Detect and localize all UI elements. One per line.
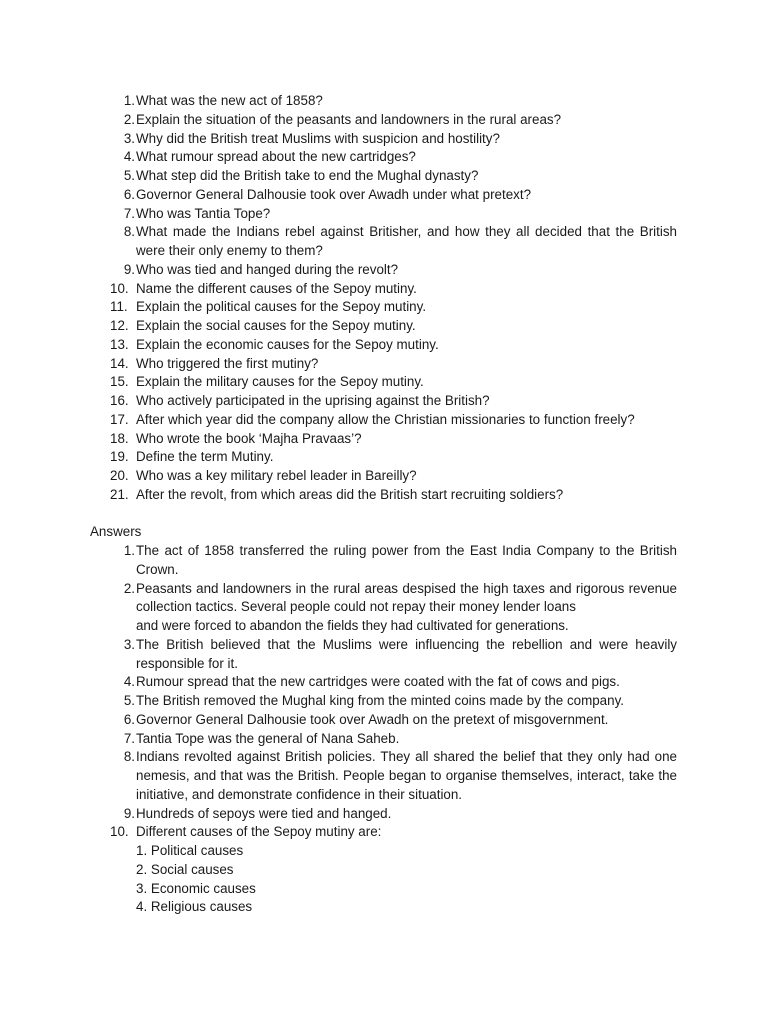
question-text: What rumour spread about the new cartridges? bbox=[136, 149, 416, 165]
answer-item bbox=[108, 748, 677, 804]
question-text: Who actively participated in the uprising against the British? bbox=[136, 393, 490, 408]
answer-number: 4. bbox=[123, 674, 135, 690]
question-item bbox=[108, 261, 677, 280]
question-item bbox=[108, 336, 677, 355]
question-number: 20. bbox=[110, 468, 129, 483]
question-item bbox=[108, 186, 677, 205]
answers-heading: Answers bbox=[90, 524, 142, 539]
answers-list bbox=[108, 542, 677, 917]
answer-item bbox=[108, 805, 677, 824]
answer-text: Indians revolted against British policies. They all shared the belief that they only had one nemesis, and that was the British. People began to organise themselves, interact, take the initiative, and demonstrate confidence in their situation. bbox=[136, 749, 677, 802]
question-number: 8. bbox=[123, 224, 135, 240]
question-number: 16. bbox=[110, 393, 129, 408]
question-item bbox=[108, 205, 677, 224]
answer-item bbox=[108, 730, 677, 749]
question-text: Explain the situation of the peasants and landowners in the rural areas? bbox=[136, 111, 562, 127]
question-number: 13. bbox=[110, 336, 129, 352]
question-number: 5. bbox=[123, 168, 135, 183]
question-text: Who triggered the first mutiny? bbox=[136, 355, 319, 371]
question-item bbox=[108, 111, 677, 130]
question-item bbox=[108, 486, 677, 505]
question-text: After which year did the company allow the Christian missionaries to function freely? bbox=[136, 411, 635, 427]
question-number: 21. bbox=[110, 486, 129, 502]
answer-text: Hundreds of sepoys were tied and hanged. bbox=[136, 805, 392, 821]
question-text: What step did the British take to end the Mughal dynasty? bbox=[136, 168, 479, 183]
question-item bbox=[108, 298, 677, 317]
answer-item bbox=[108, 823, 677, 917]
question-item bbox=[108, 355, 677, 374]
answer-text: Different causes of the Sepoy mutiny are: bbox=[136, 824, 382, 840]
question-text: Who was a key military rebel leader in Bareilly? bbox=[136, 468, 417, 483]
question-number: 14. bbox=[110, 355, 129, 371]
question-item bbox=[108, 280, 677, 299]
answer-item bbox=[108, 542, 677, 580]
answer-text: Rumour spread that the new cartridges were coated with the fat of cows and pigs. bbox=[136, 674, 620, 690]
answer-number: 10. bbox=[110, 824, 129, 840]
question-text: Who wrote the book ‘Majha Pravaas’? bbox=[136, 430, 362, 446]
cause-item: 3. Economic causes bbox=[136, 880, 256, 896]
question-item bbox=[108, 317, 677, 336]
question-number: 19. bbox=[110, 449, 129, 465]
question-number: 7. bbox=[123, 205, 135, 221]
answer-text: Tantia Tope was the general of Nana Saheb. bbox=[136, 730, 400, 746]
question-number: 11. bbox=[110, 299, 128, 315]
question-item bbox=[108, 167, 677, 186]
question-number: 9. bbox=[123, 261, 135, 277]
question-text: Who was Tantia Tope? bbox=[136, 205, 271, 221]
answer-text: Governor General Dalhousie took over Awadh on the pretext of misgovernment. bbox=[136, 711, 609, 727]
answer-item bbox=[108, 692, 677, 711]
question-item bbox=[108, 148, 677, 167]
question-number: 10. bbox=[110, 280, 129, 296]
cause-item: 1. Political causes bbox=[136, 843, 244, 858]
question-number: 17. bbox=[110, 411, 129, 427]
question-number: 12. bbox=[110, 318, 129, 333]
question-item bbox=[108, 448, 677, 467]
question-text: After the revolt, from which areas did the British start recruiting soldiers? bbox=[136, 486, 564, 502]
question-number: 3. bbox=[123, 130, 135, 146]
cause-item: 2. Social causes bbox=[136, 861, 234, 877]
answer-text-continued: and were forced to abandon the fields they had cultivated for generations. bbox=[136, 618, 569, 633]
answer-number: 2. bbox=[123, 580, 135, 596]
question-number: 6. bbox=[123, 186, 135, 202]
answer-number: 9. bbox=[123, 805, 135, 821]
question-number: 1. bbox=[123, 93, 135, 108]
question-text: Governor General Dalhousie took over Awadh under what pretext? bbox=[136, 186, 532, 202]
question-number: 15. bbox=[110, 374, 129, 390]
answer-text: The British removed the Mughal king from the minted coins made by the company. bbox=[136, 693, 624, 708]
question-number: 4. bbox=[123, 149, 135, 165]
question-item bbox=[108, 467, 677, 486]
answer-item bbox=[108, 673, 677, 692]
answer-text: The British believed that the Muslims were influencing the rebellion and were heavily responsible for it. bbox=[136, 636, 677, 671]
causes-list bbox=[136, 842, 677, 917]
answer-number: 3. bbox=[123, 636, 135, 652]
answer-text: Peasants and landowners in the rural areas despised the high taxes and rigorous revenue collection tactics. Several people could not repay their money lender loans bbox=[136, 580, 677, 615]
question-text: Why did the British treat Muslims with suspicion and hostility? bbox=[136, 130, 500, 146]
question-text: Explain the economic causes for the Sepoy mutiny. bbox=[136, 336, 439, 352]
question-item bbox=[108, 430, 677, 449]
question-text: Explain the social causes for the Sepoy mutiny. bbox=[136, 318, 416, 333]
question-text: What made the Indians rebel against Britisher, and how they all decided that the British were their only enemy to them? bbox=[136, 224, 677, 258]
answer-item bbox=[108, 636, 677, 674]
answer-number: 7. bbox=[123, 730, 135, 746]
question-item bbox=[108, 411, 677, 430]
question-item bbox=[108, 392, 677, 411]
answer-number: 1. bbox=[123, 543, 135, 558]
question-item bbox=[108, 373, 677, 392]
answer-text: The act of 1858 transferred the ruling power from the East India Company to the British Crown. bbox=[136, 543, 677, 577]
questions-list bbox=[108, 92, 677, 505]
question-number: 2. bbox=[123, 111, 135, 127]
question-text: Explain the political causes for the Sepoy mutiny. bbox=[136, 299, 427, 315]
question-item bbox=[108, 130, 677, 149]
question-text: Explain the military causes for the Sepoy mutiny. bbox=[136, 374, 424, 390]
answer-number: 6. bbox=[123, 711, 135, 727]
question-item bbox=[108, 223, 677, 261]
cause-item: 4. Religious causes bbox=[136, 899, 253, 915]
answer-number: 5. bbox=[123, 693, 135, 708]
answer-number: 8. bbox=[123, 749, 135, 765]
question-text: What was the new act of 1858? bbox=[136, 93, 323, 108]
answer-item bbox=[108, 580, 677, 636]
answer-item bbox=[108, 711, 677, 730]
question-text: Name the different causes of the Sepoy mutiny. bbox=[136, 280, 417, 296]
question-text: Who was tied and hanged during the revolt? bbox=[136, 261, 399, 277]
question-text: Define the term Mutiny. bbox=[136, 449, 274, 465]
question-item bbox=[108, 92, 677, 111]
question-number: 18. bbox=[110, 430, 129, 446]
